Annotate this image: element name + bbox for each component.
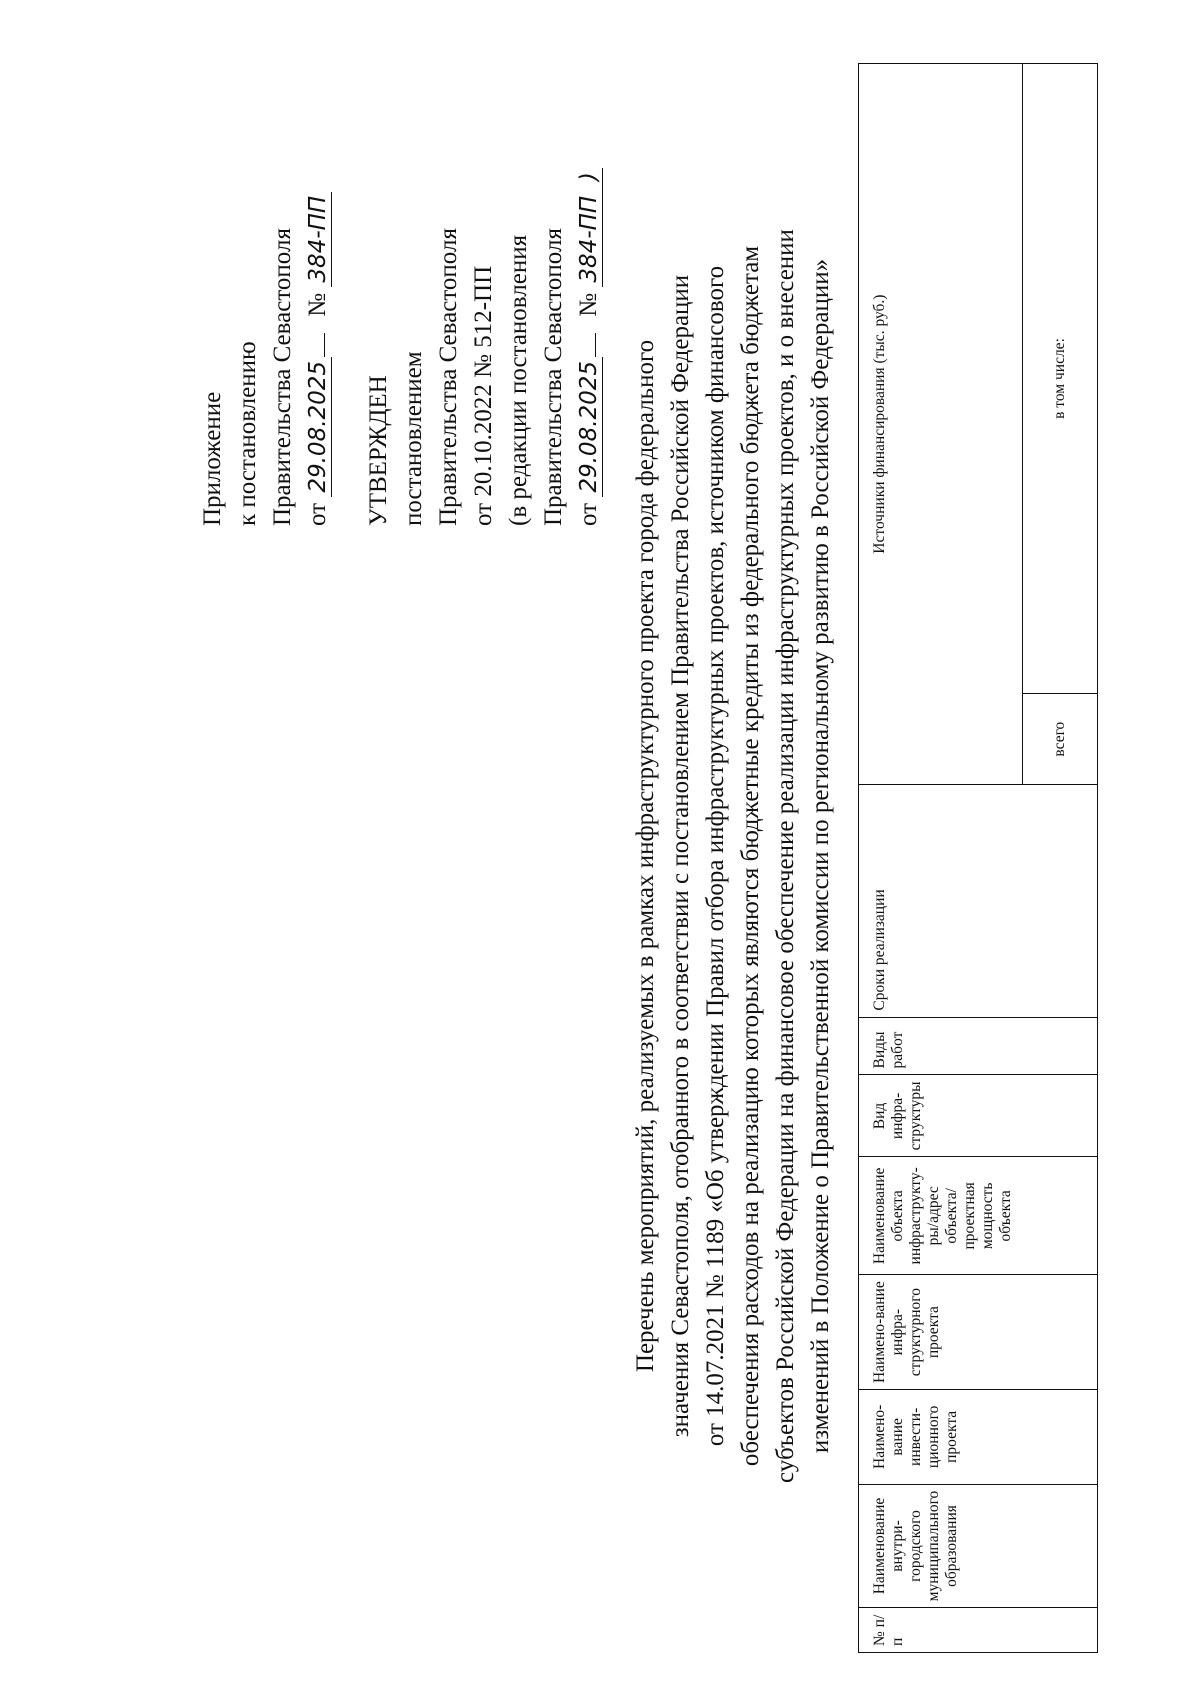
title-line-3: от 14.07.2021 № 1189 «Об утверждении Правил отбора инфраструктурных проектов, источником финансового — [702, 265, 729, 1447]
approved-date-prefix: от — [575, 502, 602, 526]
title-line-2: значения Севастополя, отобранного в соответствии с постановлением Правительства Российской Федерации — [667, 274, 694, 1438]
approved-line-4: (в редакции постановления — [505, 234, 532, 526]
approved-close-paren: ) — [576, 172, 602, 182]
col-infra-type-header: Вид инфра-структуры — [859, 1075, 1098, 1157]
col-terms-header: Сроки реализации — [859, 785, 1098, 1017]
appendix-number-prefix: № — [304, 292, 331, 317]
appendix-date-line — [300, 26, 335, 526]
document-title — [628, 36, 838, 1676]
approved-line-1: постановлением — [400, 351, 427, 526]
approved-line-2: Правительства Севастополя — [435, 228, 462, 526]
title-line-5: субъектов Российской Федерации на финансовое обеспечение реализации инфраструктурных проектов, и о внесении — [772, 229, 799, 1483]
title-line-6: изменений в Положение о Правительственной комиссии по региональному развитию в Российской Федерации» — [807, 258, 834, 1454]
appendix-line-2: к постановлению — [234, 341, 261, 526]
approved-number-prefix: № — [575, 292, 602, 317]
approved-date-line — [571, 26, 606, 526]
col-infra-project-header: Наимено-вание инфра-структурного проекта — [859, 1275, 1098, 1390]
title-line-4: обеспечения расходов на реализацию которых являются бюджетные кредиты из федерального бюджета бюджетам — [737, 245, 764, 1467]
appendix-date-prefix: от — [304, 502, 331, 526]
header-block — [195, 26, 606, 526]
appendix-line-3: Правительства Севастополя — [269, 228, 296, 526]
appendix-line-1: Приложение — [199, 391, 226, 526]
col-number-header: № п/п — [859, 1608, 1098, 1653]
col-funding-header: Источники финансирования (тыс. руб.) — [859, 64, 1023, 785]
sub-including-header: в том числе: — [1023, 64, 1098, 694]
col-municipality-header: Наименование внутри-городского муниципального образования — [859, 1484, 1098, 1608]
col-infra-object-header: Наименование объекта инфраструкту-ры/адрес объекта/ проектная мощность объекта — [859, 1157, 1098, 1275]
approved-title: УТВЕРЖДЕН — [365, 375, 392, 526]
col-work-types-header: Виды работ — [859, 1017, 1098, 1075]
approved-date-underline — [575, 333, 596, 357]
table-header-row — [859, 64, 1023, 1653]
measures-table — [858, 63, 1098, 1653]
approved-line-3: от 20.10.2022 № 512-ПП — [470, 265, 497, 526]
approved-number-handwritten: 384-ПП ) — [576, 168, 603, 286]
approved-line-5: Правительства Севастополя — [540, 228, 567, 526]
appendix-date-handwritten: 29.08.2025 — [305, 357, 332, 497]
appendix-date-underline — [304, 333, 325, 357]
appendix-number-handwritten: 384-ПП — [305, 192, 332, 287]
sub-total-header: всего — [1023, 694, 1098, 785]
title-line-1: Перечень мероприятий, реализуемых в рамках инфраструктурного проекта города федерального — [632, 339, 659, 1373]
approved-date-handwritten: 29.08.2025 — [576, 357, 603, 497]
col-investment-project-header: Наимено-вание инвести-ционного проекта — [859, 1390, 1098, 1485]
